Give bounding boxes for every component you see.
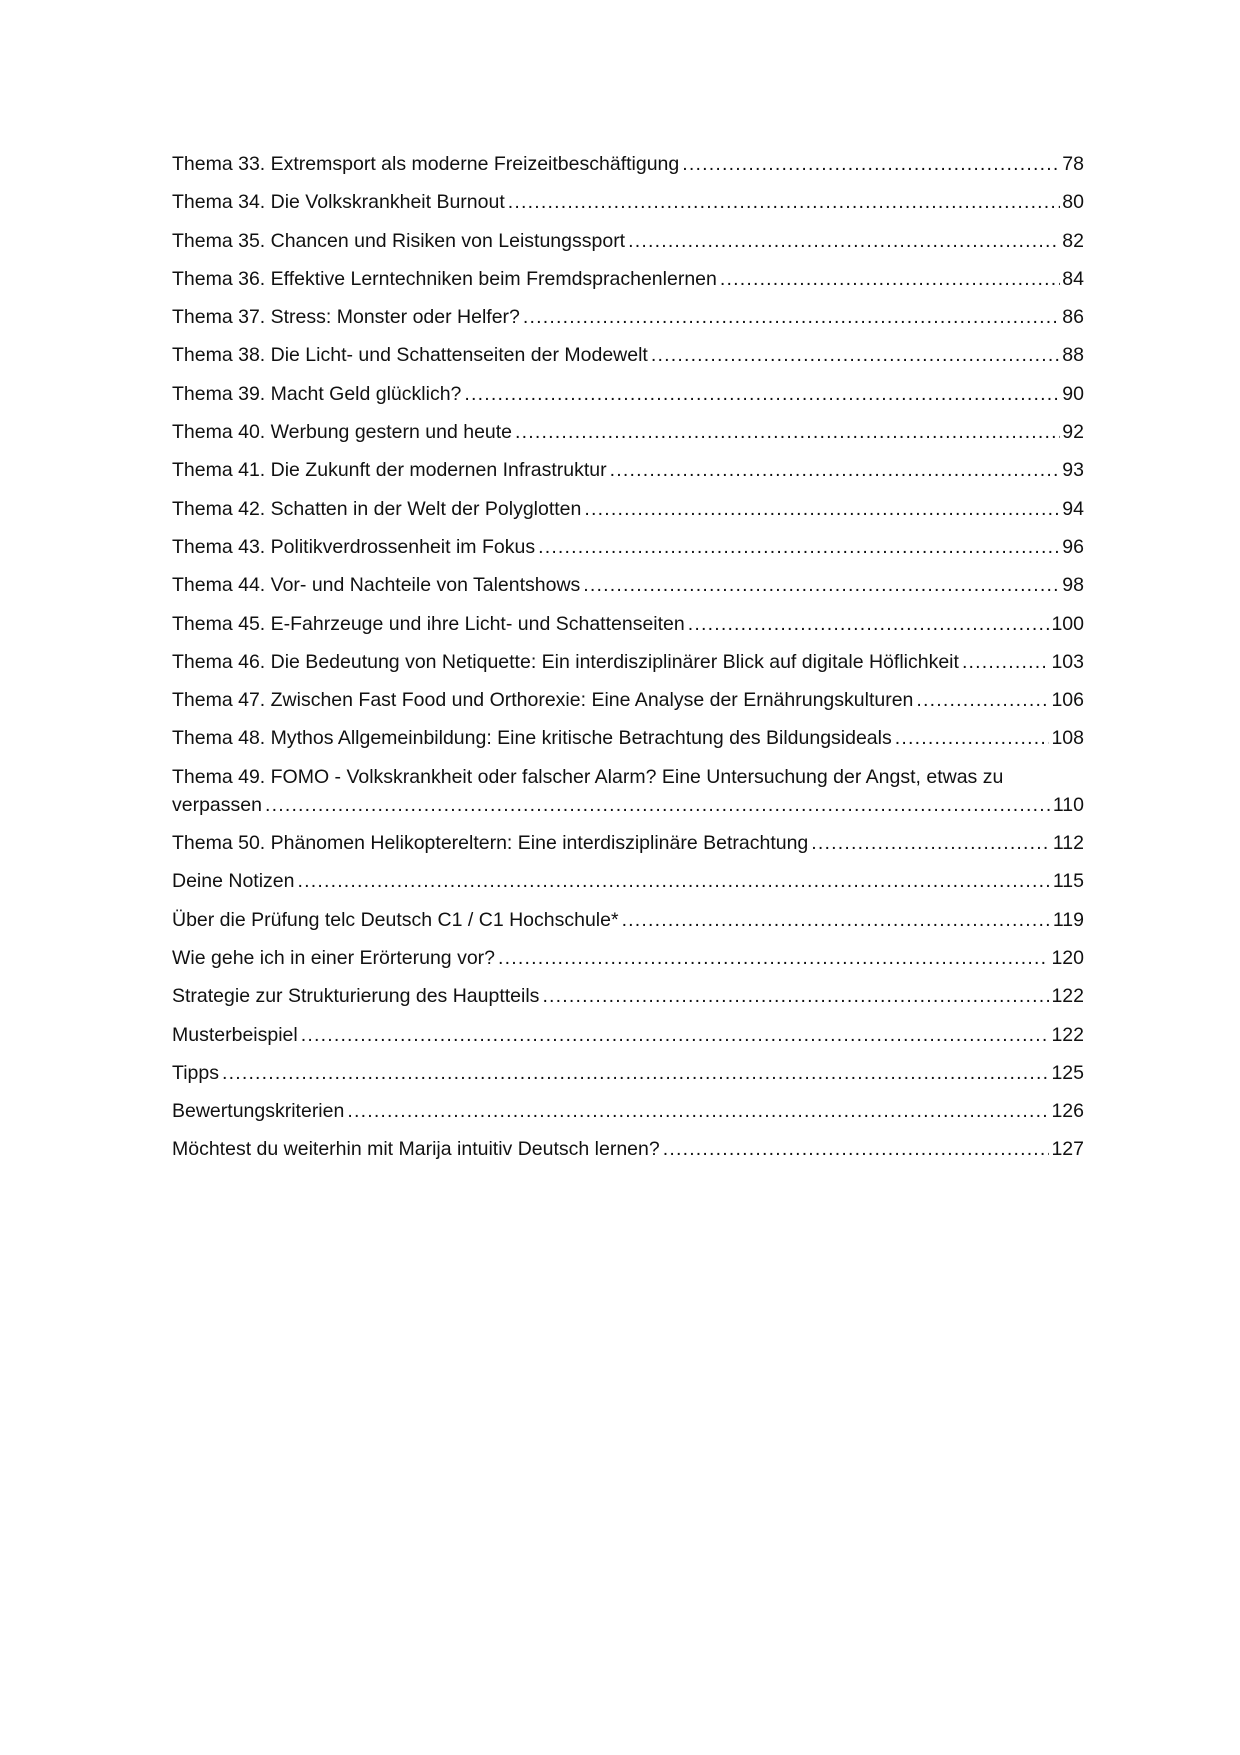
toc-page-number: 98 — [1062, 574, 1084, 597]
toc-entry-title: Thema 34. Die Volkskrankheit Burnout — [172, 191, 505, 214]
toc-dot-leader — [916, 686, 1049, 714]
toc-entry-thema-34[interactable] — [172, 188, 1084, 216]
toc-entry-title: Thema 36. Effektive Lerntechniken beim Fremdsprachenlernen — [172, 267, 717, 290]
toc-entry-title: Thema 35. Chancen und Risiken von Leistungssport — [172, 229, 626, 252]
toc-entry-thema-48[interactable] — [172, 724, 1084, 752]
toc-entry-thema-49[interactable] — [172, 763, 1084, 819]
toc-entry-thema-46[interactable] — [172, 648, 1084, 676]
toc-page-number: 120 — [1051, 946, 1084, 969]
toc-dot-leader — [610, 456, 1061, 484]
toc-entry-thema-42[interactable] — [172, 495, 1084, 523]
toc-page-number: 80 — [1062, 191, 1084, 214]
toc-entry-title: Thema 37. Stress: Monster oder Helfer? — [172, 306, 520, 329]
toc-page-number: 93 — [1062, 459, 1084, 482]
toc-page-number: 88 — [1062, 344, 1084, 367]
toc-entry-title: Thema 46. Die Bedeutung von Netiquette: Ein interdisziplinärer Blick auf digitale Höflichkeit — [172, 650, 959, 673]
toc-entry-thema-40[interactable] — [172, 418, 1084, 446]
toc-dot-leader — [811, 829, 1051, 857]
toc-dot-leader — [498, 944, 1049, 972]
toc-page-number: 125 — [1051, 1061, 1084, 1084]
toc-page-number: 122 — [1051, 985, 1084, 1008]
toc-entry-title: Thema 50. Phänomen Helikoptereltern: Eine interdisziplinäre Betrachtung — [172, 832, 809, 855]
table-of-contents — [172, 150, 1084, 1174]
toc-entry-title: Strategie zur Strukturierung des Hauptteils — [172, 985, 540, 1008]
toc-page-number: 94 — [1062, 497, 1084, 520]
toc-entry-thema-41[interactable] — [172, 456, 1084, 484]
toc-entry-thema-33[interactable] — [172, 150, 1084, 178]
toc-entry-title: Thema 44. Vor- und Nachteile von Talentshows — [172, 574, 581, 597]
toc-page-number: 78 — [1062, 153, 1084, 175]
toc-entry-title: Thema 33. Extremsport als moderne Freizeitbeschäftigung — [172, 153, 680, 175]
toc-page-number: 100 — [1051, 612, 1084, 635]
toc-entry-title: Thema 40. Werbung gestern und heute — [172, 421, 513, 444]
toc-entry-thema-37[interactable] — [172, 303, 1084, 331]
toc-entry-thema-45[interactable] — [172, 610, 1084, 638]
toc-entry-pruefung[interactable] — [172, 906, 1084, 934]
toc-entry-thema-47[interactable] — [172, 686, 1084, 714]
toc-page-number: 112 — [1052, 832, 1084, 855]
toc-dot-leader — [720, 265, 1060, 293]
toc-page-number: 110 — [1052, 793, 1084, 816]
toc-entry-title: Bewertungskriterien — [172, 1100, 345, 1123]
toc-page-number: 103 — [1051, 650, 1084, 673]
toc-dot-leader — [542, 982, 1049, 1010]
toc-entry-strategie[interactable] — [172, 982, 1084, 1010]
toc-dot-leader — [895, 724, 1050, 752]
toc-dot-leader — [962, 648, 1050, 676]
toc-page-number: 90 — [1062, 382, 1084, 405]
toc-dot-leader — [222, 1059, 1049, 1087]
toc-entry-title: Thema 38. Die Licht- und Schattenseiten der Modewelt — [172, 344, 648, 367]
toc-entry-title: Thema 43. Politikverdrossenheit im Fokus — [172, 535, 536, 558]
toc-dot-leader — [464, 380, 1060, 408]
toc-page-number: 115 — [1052, 870, 1084, 893]
toc-entry-title: Über die Prüfung telc Deutsch C1 / C1 Hochschule* — [172, 908, 619, 931]
toc-entry-title-line1: Thema 49. FOMO - Volkskrankheit oder falscher Alarm? Eine Untersuchung der Angst, etwas zu — [172, 765, 1004, 788]
toc-dot-leader — [301, 1021, 1050, 1049]
toc-entry-weiterhin-lernen[interactable] — [172, 1135, 1084, 1163]
toc-page-number: 119 — [1052, 908, 1084, 931]
toc-entry-bewertungskriterien[interactable] — [172, 1097, 1084, 1125]
toc-dot-leader — [265, 791, 1051, 819]
toc-entry-thema-44[interactable] — [172, 571, 1084, 599]
toc-dot-leader — [682, 150, 1060, 178]
toc-page-number: 126 — [1051, 1100, 1084, 1123]
toc-dot-leader — [651, 341, 1060, 369]
toc-page-number: 92 — [1062, 421, 1084, 444]
toc-entry-title: Tipps — [172, 1061, 219, 1084]
toc-entry-thema-38[interactable] — [172, 341, 1084, 369]
toc-dot-leader — [688, 610, 1050, 638]
toc-entry-eroerterung[interactable] — [172, 944, 1084, 972]
toc-entry-title: Deine Notizen — [172, 870, 295, 893]
toc-entry-thema-39[interactable] — [172, 380, 1084, 408]
toc-dot-leader — [583, 571, 1060, 599]
toc-entry-thema-43[interactable] — [172, 533, 1084, 561]
toc-entry-title: Wie gehe ich in einer Erörterung vor? — [172, 946, 495, 969]
toc-dot-leader — [628, 227, 1060, 255]
toc-dot-leader — [515, 418, 1060, 446]
toc-dot-leader — [523, 303, 1060, 331]
toc-entry-title: Thema 41. Die Zukunft der modernen Infrastruktur — [172, 459, 607, 482]
toc-page-number: 127 — [1051, 1138, 1084, 1161]
toc-dot-leader — [508, 188, 1061, 216]
toc-entry-title: Möchtest du weiterhin mit Marija intuitiv Deutsch lernen? — [172, 1138, 660, 1161]
toc-entry-musterbeispiel[interactable] — [172, 1021, 1084, 1049]
toc-entry-thema-50[interactable] — [172, 829, 1084, 857]
toc-entry-title: Thema 42. Schatten in der Welt der Polyglotten — [172, 497, 582, 520]
toc-entry-title: Thema 47. Zwischen Fast Food und Orthorexie: Eine Analyse der Ernährungskulturen — [172, 689, 914, 712]
toc-entry-title-line2: verpassen — [172, 793, 262, 816]
toc-entry-thema-36[interactable] — [172, 265, 1084, 293]
toc-dot-leader — [538, 533, 1060, 561]
toc-page-number: 82 — [1062, 229, 1084, 252]
toc-entry-title-line2-row — [172, 791, 1084, 819]
toc-entry-thema-35[interactable] — [172, 227, 1084, 255]
toc-page-number: 84 — [1062, 267, 1084, 290]
toc-dot-leader — [622, 906, 1051, 934]
toc-entry-title: Thema 39. Macht Geld glücklich? — [172, 382, 462, 405]
toc-page-number: 96 — [1062, 535, 1084, 558]
toc-entry-title: Musterbeispiel — [172, 1023, 298, 1046]
toc-entry-title: Thema 48. Mythos Allgemeinbildung: Eine kritische Betrachtung des Bildungsideals — [172, 727, 892, 750]
toc-entry-deine-notizen[interactable] — [172, 867, 1084, 895]
toc-dot-leader — [584, 495, 1060, 523]
toc-dot-leader — [663, 1135, 1050, 1163]
toc-page-number: 106 — [1051, 689, 1084, 712]
toc-dot-leader — [347, 1097, 1049, 1125]
toc-dot-leader — [297, 867, 1050, 895]
toc-page-number: 122 — [1051, 1023, 1084, 1046]
toc-entry-tipps[interactable] — [172, 1059, 1084, 1087]
toc-page-number: 108 — [1051, 727, 1084, 750]
toc-entry-title: Thema 45. E-Fahrzeuge und ihre Licht- und Schattenseiten — [172, 612, 685, 635]
toc-page-number: 86 — [1062, 306, 1084, 329]
